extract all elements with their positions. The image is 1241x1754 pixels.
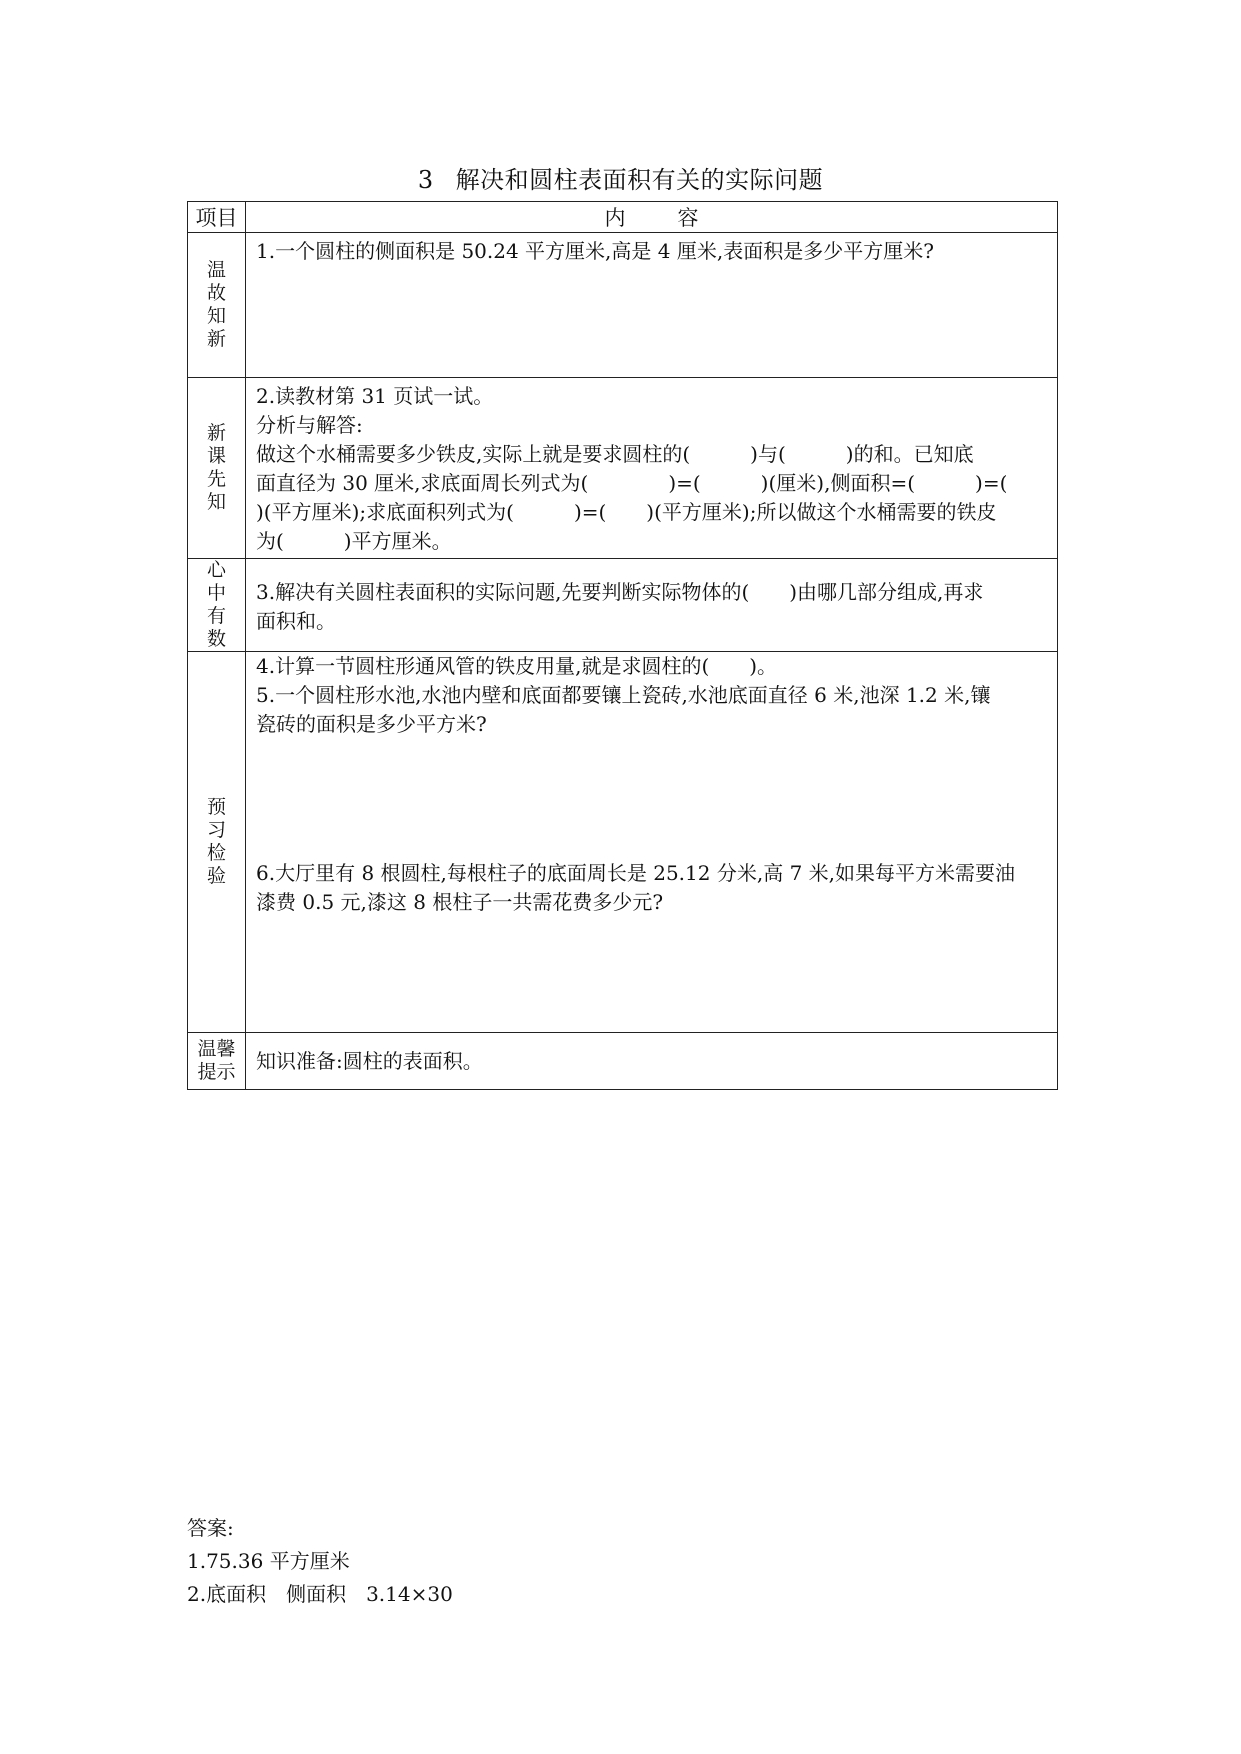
row-content-tips <box>246 1033 1058 1090</box>
table-row-new-lesson <box>188 378 1058 559</box>
title-text: 解决和圆柱表面积有关的实际问题 <box>455 166 824 194</box>
row-label-summary: 心 中 有 数 <box>188 559 246 652</box>
table-row-preview <box>188 652 1058 1033</box>
question-3: 3.解决有关圆柱表面积的实际问题,先要判断实际物体的( )由哪几部分组成,再求 <box>256 580 984 604</box>
header-item: 项目 <box>188 202 246 233</box>
question-2: 2.读教材第 31 页试一试。 <box>256 384 494 408</box>
answer-heading: 答案: <box>187 1516 234 1540</box>
row-label-review: 温 故 知 新 <box>188 233 246 378</box>
row-label-new-lesson: 新 课 先 知 <box>188 378 246 559</box>
row-content-review <box>246 233 1058 378</box>
header-content: 内容 <box>246 202 1058 233</box>
row-content-new-lesson: 2.读教材第 31 页试一试。 分析与解答: 做这个水桶需要多少铁皮,实际上就是要求圆柱的( )与( )的和。已知底 面直径为 30 厘米,求底面周长列式为( )=( )(厘米),侧面积=( )=( )(平方厘米);求底面积列式为( )=( )(平方厘米);所以做这个水桶需要的铁皮 为( )平方厘米。 <box>246 378 1058 559</box>
row-label-tips: 温馨 提示 <box>188 1033 246 1090</box>
answer-1: 1.75.36 平方厘米 <box>187 1549 350 1573</box>
row-content-summary: 3.解决有关圆柱表面积的实际问题,先要判断实际物体的( )由哪几部分组成,再求 面积和。 <box>246 559 1058 652</box>
worksheet-table <box>187 201 1058 1090</box>
question-1: 1.一个圆柱的侧面积是 50.24 平方厘米,高是 4 厘米,表面积是多少平方厘米? <box>256 239 934 263</box>
table-row-review <box>188 233 1058 378</box>
tip-text: 知识准备:圆柱的表面积。 <box>256 1048 483 1073</box>
table-header-row <box>188 202 1058 233</box>
answer-section <box>187 1512 453 1611</box>
table-row-summary <box>188 559 1058 652</box>
question-4: 4.计算一节圆柱形通风管的铁皮用量,就是求圆柱的( )。 <box>256 654 778 678</box>
table-row-tips <box>188 1033 1058 1090</box>
question-5: 5.一个圆柱形水池,水池内壁和底面都要镶上瓷砖,水池底面直径 6 米,池深 1.2 米,镶 <box>256 683 991 707</box>
row-content-preview: 4.计算一节圆柱形通风管的铁皮用量,就是求圆柱的( )。 5.一个圆柱形水池,水池内壁和底面都要镶上瓷砖,水池底面直径 6 米,池深 1.2 米,镶 瓷砖的面积是多少平方米? 6.大厅里有 8 根圆柱,每根柱子的底面周长是 25.12 分米,高 7 米,如果每平方米需要油 漆费 0.5 元,漆这 8 根柱子一共需花费多少元? <box>246 652 1058 1033</box>
page-title <box>0 160 1241 195</box>
question-6: 6.大厅里有 8 根圆柱,每根柱子的底面周长是 25.12 分米,高 7 米,如果每平方米需要油 <box>256 861 1016 885</box>
answer-space-q5 <box>256 739 1047 859</box>
section-number: 3 <box>417 166 434 194</box>
row-label-preview: 预 习 检 验 <box>188 652 246 1033</box>
answer-2: 2.底面积 侧面积 3.14×30 <box>187 1582 453 1606</box>
